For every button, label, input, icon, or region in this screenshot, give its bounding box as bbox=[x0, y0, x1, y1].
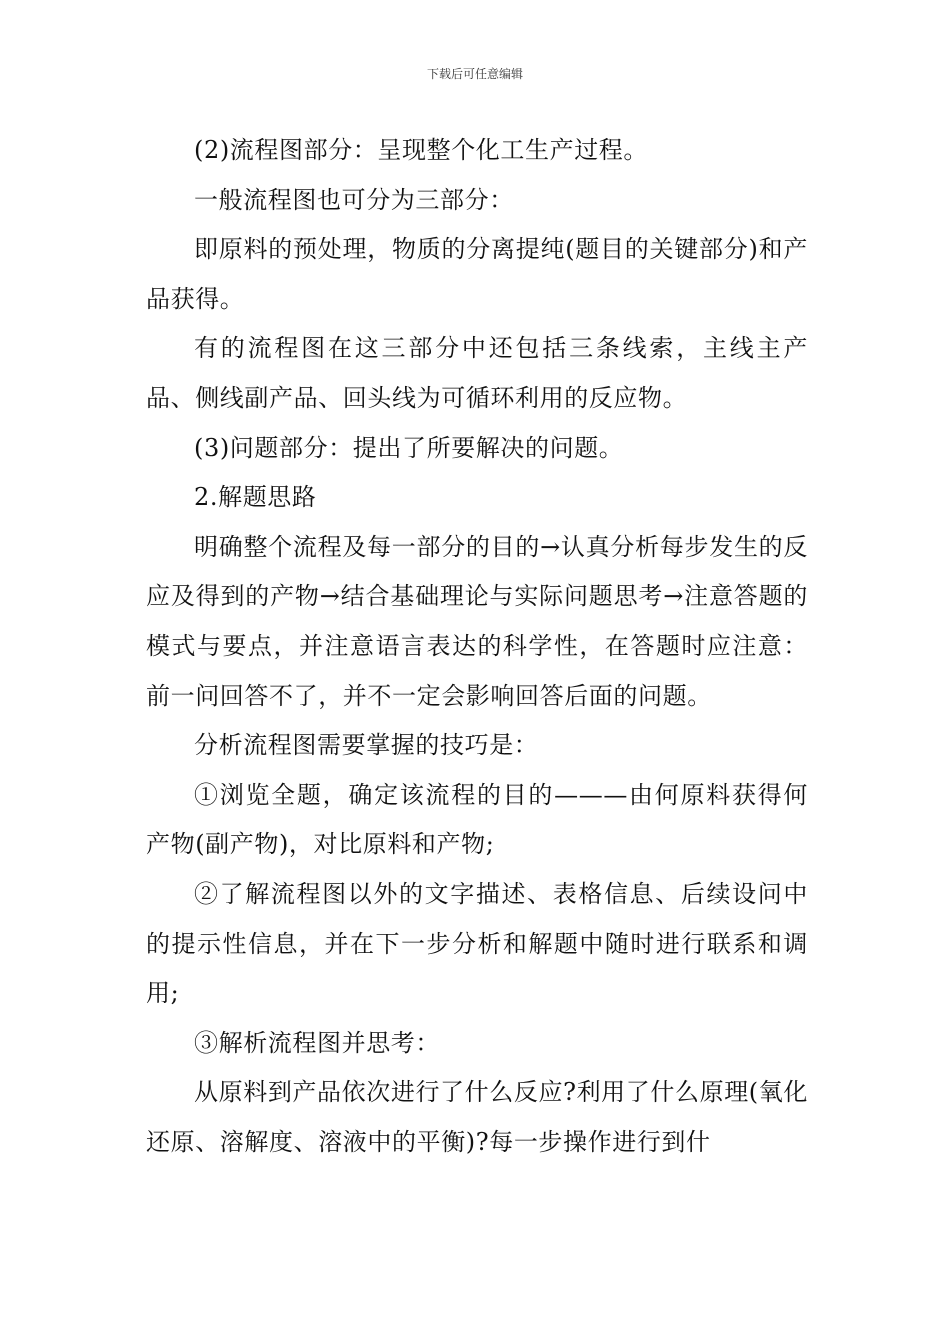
paragraph-question-part: (3)问题部分：提出了所要解决的问题。 bbox=[194, 433, 624, 462]
paragraph-skill-2: ②了解流程图以外的文字描述、表格信息、后续设问中的提示性信息，并在下一步分析和解题中随时进行联系和调用; bbox=[146, 879, 808, 1008]
paragraph-three-parts: 一般流程图也可分为三部分： bbox=[194, 185, 514, 214]
paragraph-approach-steps: 明确整个流程及每一部分的目的→认真分析每步发生的反应及得到的产物→结合基础理论与实际问题思考→注意答题的模式与要点，并注意语言表达的科学性，在答题时应注意：前一问回答不了，并不一定会影响回答后面的问题。 bbox=[146, 532, 808, 710]
paragraph-skills-intro: 分析流程图需要掌握的技巧是： bbox=[194, 731, 539, 760]
section-heading-approach: 2.解题思路 bbox=[194, 483, 317, 512]
page-header-note: 下载后可任意编辑 bbox=[426, 67, 523, 81]
paragraph-skill-3: ③解析流程图并思考： bbox=[194, 1028, 440, 1057]
paragraph-reaction-questions: 从原料到产品依次进行了什么反应?利用了什么原理(氧化还原、溶解度、溶液中的平衡)?每一步操作进行到什 bbox=[146, 1078, 808, 1156]
paragraph-pretreatment: 即原料的预处理，物质的分离提纯(题目的关键部分)和产品获得。 bbox=[146, 235, 808, 313]
document-body bbox=[146, 126, 808, 1167]
paragraph-flowchart-part: (2)流程图部分：呈现整个化工生产过程。 bbox=[194, 136, 648, 164]
paragraph-skill-1: ①浏览全题，确定该流程的目的———由何原料获得何产物(副产物)，对比原料和产物; bbox=[146, 780, 808, 859]
paragraph-three-clues: 有的流程图在这三部分中还包括三条线索，主线主产品、侧线副产品、回头线为可循环利用的反应物。 bbox=[146, 334, 808, 412]
